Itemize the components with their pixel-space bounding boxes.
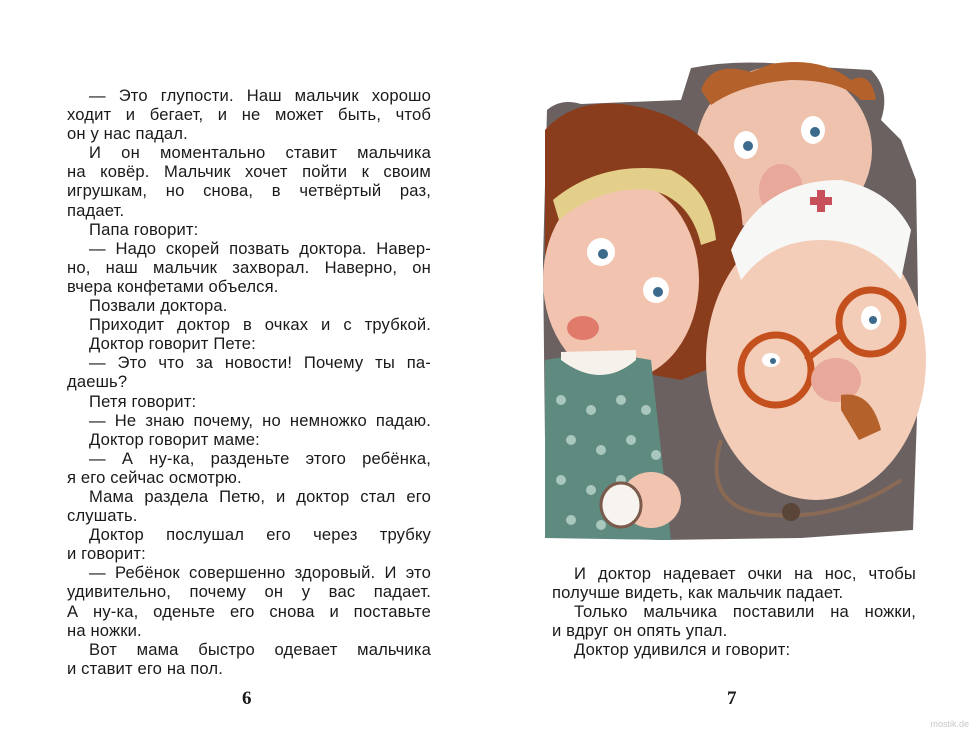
text-line: даешь?	[67, 372, 128, 392]
text-line: я его сейчас осмотрю.	[67, 467, 242, 487]
text-line: Доктор удивился и говорит:	[574, 640, 791, 660]
text-line: и вдруг он опять упал.	[552, 621, 728, 641]
text-line: удивительно, почему он у вас падает.	[67, 582, 431, 602]
text-line: Доктор говорит маме:	[89, 429, 260, 449]
watermark: mostik.de	[930, 719, 969, 729]
text-line: Приходит доктор в очках и с трубкой.	[89, 315, 431, 335]
text-line: он у нас падал.	[67, 124, 188, 144]
page-number-right: 7	[727, 688, 737, 709]
text-line: вчера конфетами объелся.	[67, 276, 279, 296]
text-line: Позвали доктора.	[89, 296, 228, 316]
right-page-text	[552, 564, 916, 659]
text-line: А ну-ка, оденьте его снова и поставьте	[67, 601, 431, 621]
page-number-left: 6	[242, 688, 252, 709]
text-line: игрушкам, но снова, в четвёртый раз,	[67, 181, 431, 201]
text-line: — Надо скорей позвать доктора. Навер-	[89, 238, 431, 258]
text-line: Доктор послушал его через трубку	[89, 525, 431, 545]
text-line: И он моментально ставит мальчика	[89, 143, 431, 163]
text-line: — Не знаю почему, но немножко падаю.	[89, 410, 431, 430]
text-line: на ножки.	[67, 620, 142, 640]
text-line: Вот мама быстро одевает мальчика	[89, 639, 431, 659]
text-line: Доктор говорит Пете:	[89, 334, 256, 354]
text-line: и ставит его на пол.	[67, 658, 224, 678]
story-illustration	[541, 60, 926, 542]
text-line: И доктор надевает очки на нос, чтобы	[574, 564, 916, 583]
text-line: — Ребёнок совершенно здоровый. И это	[89, 563, 431, 583]
text-line: Мама раздела Петю, и доктор стал его	[89, 486, 431, 506]
left-page-text	[67, 86, 431, 678]
text-line: и говорит:	[67, 544, 146, 564]
text-line: падает.	[67, 200, 125, 220]
text-line: — Это глупости. Наш мальчик хорошо	[89, 86, 431, 105]
text-line: — А ну-ка, разденьте этого ребёнка,	[89, 448, 431, 468]
text-line: Только мальчика поставили на ножки,	[574, 602, 916, 622]
text-line: на ковёр. Мальчик хочет пойти к своим	[67, 162, 431, 182]
text-line: Папа говорит:	[89, 219, 199, 239]
text-line: — Это что за новости! Почему ты па-	[89, 353, 431, 373]
text-line: но, наш мальчик захворал. Наверно, он	[67, 257, 431, 277]
text-line: получше видеть, как мальчик падает.	[552, 583, 844, 603]
text-line: ходит и бегает, и не может быть, чтоб	[67, 105, 431, 125]
text-line: Петя говорит:	[89, 391, 197, 411]
text-line: слушать.	[67, 506, 138, 526]
